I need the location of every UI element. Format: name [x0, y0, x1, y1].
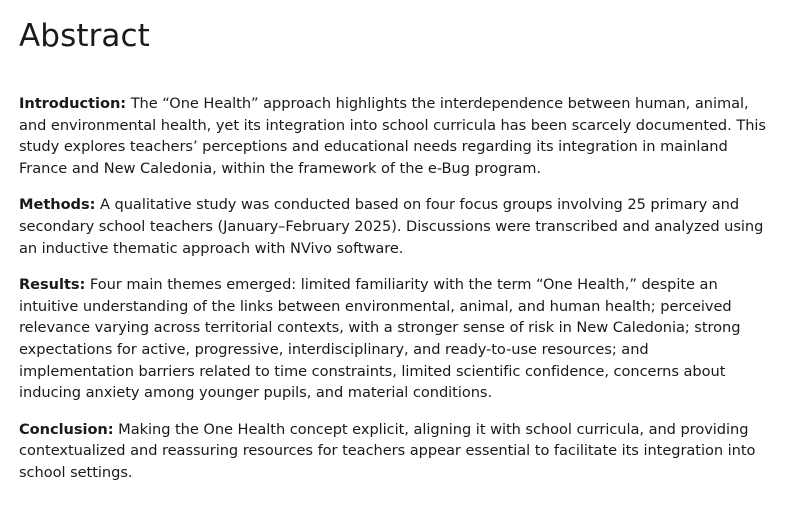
results-label: Results:: [19, 276, 86, 294]
results-text: Four main themes emerged: limited familiarity with the term “One Health,” despite an intuitive understanding of the links between environmental, animal, and human health; perceived relevance varying across territorial contexts, with a stronger sense of risk in New Caledonia; strong expectations for active, progressive, interdisciplinary, and ready-to-use resources; and implementation barriers related to time constraints, limited scientific confidence, concerns about inducing anxiety among younger pupils, and material conditions.: [19, 276, 741, 402]
abstract-heading: Abstract: [19, 18, 150, 54]
introduction-paragraph: [19, 93, 767, 179]
introduction-label: Introduction:: [19, 95, 127, 112]
results-paragraph: [19, 274, 767, 404]
conclusion-paragraph: [19, 419, 767, 484]
conclusion-label: Conclusion:: [19, 420, 114, 438]
conclusion-text: Making the One Health concept explicit, aligning it with school curricula, and providing contextualized and reassuring resources for teachers appear essential to facilitate its integration into school settings.: [19, 420, 756, 481]
methods-label: Methods:: [19, 196, 96, 214]
methods-paragraph: [19, 194, 767, 259]
introduction-text: The “One Health” approach highlights the interdependence between human, animal, and environmental health, yet its integration into school curricula has been scarcely documented. This study explores teachers’ perceptions and educational needs regarding its integration in mainland France and New Caledonia, within the framework of the e-Bug program.: [19, 95, 766, 177]
methods-text: A qualitative study was conducted based on four focus groups involving 25 primary and secondary school teachers (January–February 2025). Discussions were transcribed and analyzed using an inductive thematic approach with NVivo software.: [19, 196, 764, 257]
